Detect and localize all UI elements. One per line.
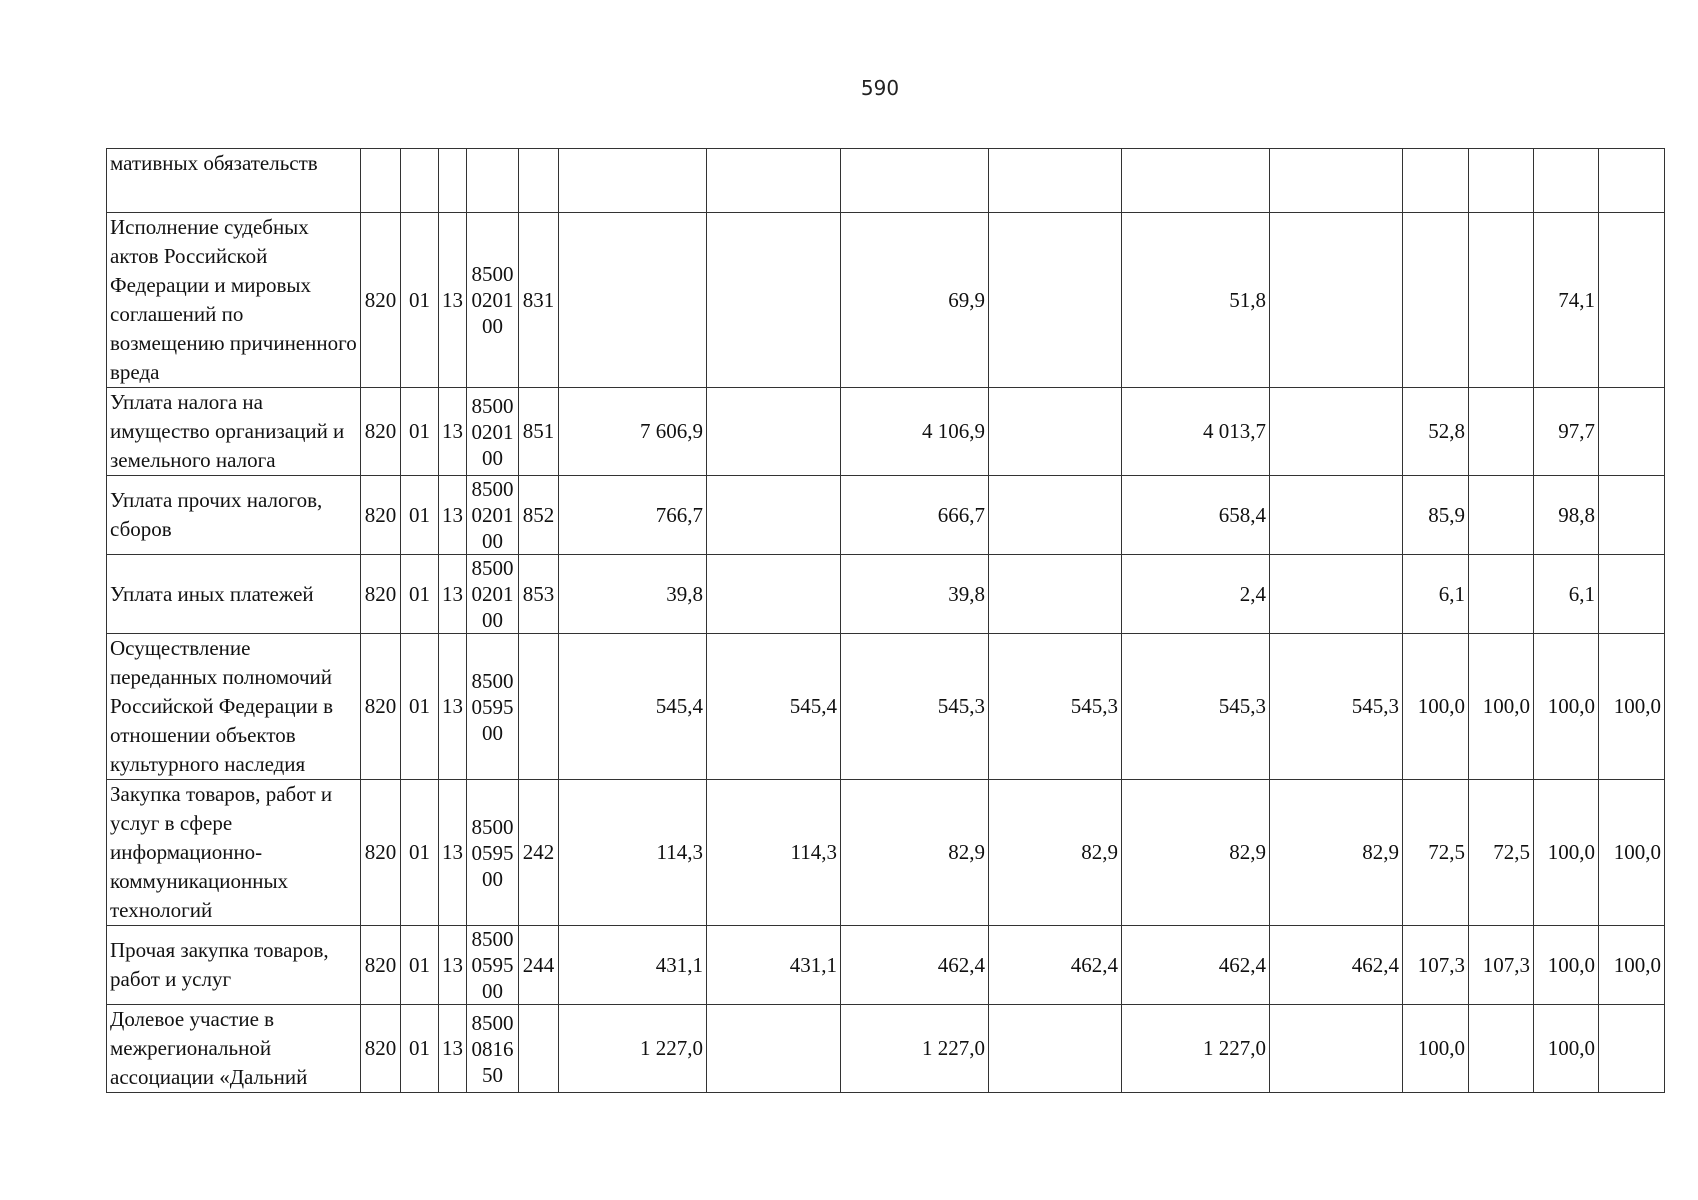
expense-name: Долевое участие в межрегиональной ассоциации «Дальний xyxy=(107,1005,361,1093)
amount-1: 766,7 xyxy=(559,476,707,555)
percent-2 xyxy=(1469,555,1534,634)
target-article-code-part: 0595 xyxy=(471,953,514,977)
amount-4 xyxy=(989,213,1122,388)
percent-3: 98,8 xyxy=(1534,476,1599,555)
amount-5: 51,8 xyxy=(1122,213,1270,388)
grbs-code: 820 xyxy=(361,476,401,555)
subsection-code: 13 xyxy=(439,213,467,388)
target-article-code xyxy=(467,780,519,926)
amount-2 xyxy=(707,476,841,555)
amount-5: 4 013,7 xyxy=(1122,388,1270,476)
amount-3: 666,7 xyxy=(841,476,989,555)
target-article-code-part: 00 xyxy=(482,608,503,632)
amount-3: 545,3 xyxy=(841,634,989,780)
expense-name: Закупка товаров, работ и услуг в сфере информационно-коммуникационных технологий xyxy=(107,780,361,926)
percent-4 xyxy=(1599,213,1665,388)
table-row xyxy=(107,780,1665,926)
expense-name: Прочая закупка товаров, работ и услуг xyxy=(107,926,361,1005)
amount-3: 69,9 xyxy=(841,213,989,388)
percent-4 xyxy=(1599,388,1665,476)
target-article-code-part: 00 xyxy=(482,445,503,470)
target-article-code xyxy=(467,926,519,1005)
grbs-code: 820 xyxy=(361,388,401,476)
percent-2 xyxy=(1469,476,1534,555)
section-code: 01 xyxy=(401,555,439,634)
percent-3: 100,0 xyxy=(1534,634,1599,780)
subsection-code: 13 xyxy=(439,926,467,1005)
percent-4 xyxy=(1599,1005,1665,1093)
target-article-code-part: 8500 xyxy=(471,262,514,286)
amount-2 xyxy=(707,555,841,634)
target-article-code-part: 8500 xyxy=(471,927,514,951)
expense-name: мативных обязательств xyxy=(107,149,361,213)
target-article-code-part: 0201 xyxy=(471,582,514,606)
amount-2: 431,1 xyxy=(707,926,841,1005)
target-article-code xyxy=(467,476,519,555)
target-article-code xyxy=(467,634,519,780)
grbs-code: 820 xyxy=(361,634,401,780)
percent-2 xyxy=(1469,388,1534,476)
target-article-code-part: 00 xyxy=(482,529,503,553)
expense-type-code: 242 xyxy=(519,780,559,926)
percent-4 xyxy=(1599,555,1665,634)
amount-6 xyxy=(1270,476,1403,555)
section-code: 01 xyxy=(401,1005,439,1093)
amount-1: 114,3 xyxy=(559,780,707,926)
subsection-code: 13 xyxy=(439,634,467,780)
percent-4 xyxy=(1599,476,1665,555)
percent-1: 85,9 xyxy=(1403,476,1469,555)
amount-4: 462,4 xyxy=(989,926,1122,1005)
expense-type-code xyxy=(519,1005,559,1093)
table-row xyxy=(107,388,1665,476)
amount-6 xyxy=(1270,1005,1403,1093)
percent-1: 107,3 xyxy=(1403,926,1469,1005)
section-code: 01 xyxy=(401,213,439,388)
section-code xyxy=(401,149,439,213)
section-code: 01 xyxy=(401,780,439,926)
amount-5: 462,4 xyxy=(1122,926,1270,1005)
amount-1: 1 227,0 xyxy=(559,1005,707,1093)
percent-4 xyxy=(1599,149,1665,213)
subsection-code: 13 xyxy=(439,555,467,634)
percent-1: 6,1 xyxy=(1403,555,1469,634)
amount-3 xyxy=(841,149,989,213)
amount-1: 431,1 xyxy=(559,926,707,1005)
amount-6 xyxy=(1270,149,1403,213)
target-article-code xyxy=(467,213,519,388)
target-article-code-part: 0816 xyxy=(471,1036,514,1061)
subsection-code: 13 xyxy=(439,388,467,476)
amount-2 xyxy=(707,213,841,388)
amount-2: 114,3 xyxy=(707,780,841,926)
expense-name: Уплата иных платежей xyxy=(107,555,361,634)
target-article-code-part: 0595 xyxy=(471,694,514,719)
target-article-code-part: 8500 xyxy=(471,814,514,839)
percent-3: 100,0 xyxy=(1534,1005,1599,1093)
target-article-code xyxy=(467,149,519,213)
table-row xyxy=(107,926,1665,1005)
amount-4: 545,3 xyxy=(989,634,1122,780)
subsection-code: 13 xyxy=(439,1005,467,1093)
amount-3: 4 106,9 xyxy=(841,388,989,476)
expense-type-code xyxy=(519,634,559,780)
percent-2: 72,5 xyxy=(1469,780,1534,926)
expense-type-code: 851 xyxy=(519,388,559,476)
expense-name: Осуществление переданных полномочий Российской Федерации в отношении объектов культурного наследия xyxy=(107,634,361,780)
grbs-code: 820 xyxy=(361,1005,401,1093)
amount-1: 7 606,9 xyxy=(559,388,707,476)
subsection-code: 13 xyxy=(439,476,467,555)
percent-2: 100,0 xyxy=(1469,634,1534,780)
grbs-code xyxy=(361,149,401,213)
target-article-code-part: 8500 xyxy=(471,668,514,693)
expense-type-code: 244 xyxy=(519,926,559,1005)
percent-1 xyxy=(1403,213,1469,388)
amount-6 xyxy=(1270,555,1403,634)
amount-2 xyxy=(707,149,841,213)
amount-1: 39,8 xyxy=(559,555,707,634)
percent-2 xyxy=(1469,213,1534,388)
target-article-code-part: 8500 xyxy=(471,477,514,501)
budget-table xyxy=(106,148,1665,1093)
percent-1: 100,0 xyxy=(1403,1005,1469,1093)
amount-6: 462,4 xyxy=(1270,926,1403,1005)
percent-1: 72,5 xyxy=(1403,780,1469,926)
percent-1: 100,0 xyxy=(1403,634,1469,780)
target-article-code-part: 0201 xyxy=(471,503,514,527)
amount-6: 545,3 xyxy=(1270,634,1403,780)
amount-1: 545,4 xyxy=(559,634,707,780)
target-article-code-part: 8500 xyxy=(471,556,514,580)
target-article-code-part: 0201 xyxy=(471,419,514,444)
amount-3: 462,4 xyxy=(841,926,989,1005)
percent-3: 97,7 xyxy=(1534,388,1599,476)
section-code: 01 xyxy=(401,476,439,555)
amount-3: 39,8 xyxy=(841,555,989,634)
amount-5: 82,9 xyxy=(1122,780,1270,926)
amount-6 xyxy=(1270,388,1403,476)
amount-1 xyxy=(559,149,707,213)
amount-6: 82,9 xyxy=(1270,780,1403,926)
table-row xyxy=(107,149,1665,213)
section-code: 01 xyxy=(401,634,439,780)
amount-6 xyxy=(1270,213,1403,388)
percent-4: 100,0 xyxy=(1599,926,1665,1005)
amount-4: 82,9 xyxy=(989,780,1122,926)
expense-name: Уплата прочих налогов, сборов xyxy=(107,476,361,555)
target-article-code xyxy=(467,388,519,476)
amount-2 xyxy=(707,388,841,476)
amount-5: 658,4 xyxy=(1122,476,1270,555)
amount-4 xyxy=(989,1005,1122,1093)
amount-1 xyxy=(559,213,707,388)
table-row xyxy=(107,634,1665,780)
percent-3: 100,0 xyxy=(1534,780,1599,926)
amount-4 xyxy=(989,149,1122,213)
percent-4: 100,0 xyxy=(1599,780,1665,926)
target-article-code xyxy=(467,555,519,634)
percent-2 xyxy=(1469,1005,1534,1093)
target-article-code-part: 00 xyxy=(482,979,503,1003)
table-row xyxy=(107,1005,1665,1093)
expense-name: Уплата налога на имущество организаций и земельного налога xyxy=(107,388,361,476)
amount-4 xyxy=(989,476,1122,555)
expense-type-code xyxy=(519,149,559,213)
grbs-code: 820 xyxy=(361,213,401,388)
expense-type-code: 853 xyxy=(519,555,559,634)
percent-3 xyxy=(1534,149,1599,213)
amount-5: 545,3 xyxy=(1122,634,1270,780)
target-article-code-part: 00 xyxy=(482,866,503,891)
target-article-code-part: 50 xyxy=(482,1062,503,1087)
target-article-code-part: 00 xyxy=(482,720,503,745)
grbs-code: 820 xyxy=(361,780,401,926)
target-article-code-part: 0201 xyxy=(471,288,514,312)
table-row xyxy=(107,476,1665,555)
target-article-code-part: 8500 xyxy=(471,1010,514,1035)
table-row xyxy=(107,213,1665,388)
target-article-code-part: 8500 xyxy=(471,393,514,418)
target-article-code-part: 00 xyxy=(482,314,503,338)
amount-2 xyxy=(707,1005,841,1093)
percent-3: 100,0 xyxy=(1534,926,1599,1005)
percent-2 xyxy=(1469,149,1534,213)
expense-name: Исполнение судебных актов Российской Федерации и мировых соглашений по возмещению причиненного вреда xyxy=(107,213,361,388)
grbs-code: 820 xyxy=(361,926,401,1005)
percent-3: 6,1 xyxy=(1534,555,1599,634)
percent-2: 107,3 xyxy=(1469,926,1534,1005)
amount-5: 2,4 xyxy=(1122,555,1270,634)
amount-4 xyxy=(989,555,1122,634)
subsection-code xyxy=(439,149,467,213)
expense-type-code: 852 xyxy=(519,476,559,555)
amount-3: 1 227,0 xyxy=(841,1005,989,1093)
percent-3: 74,1 xyxy=(1534,213,1599,388)
target-article-code xyxy=(467,1005,519,1093)
amount-5 xyxy=(1122,149,1270,213)
table-row xyxy=(107,555,1665,634)
amount-5: 1 227,0 xyxy=(1122,1005,1270,1093)
amount-3: 82,9 xyxy=(841,780,989,926)
amount-2: 545,4 xyxy=(707,634,841,780)
percent-1 xyxy=(1403,149,1469,213)
target-article-code-part: 0595 xyxy=(471,840,514,865)
subsection-code: 13 xyxy=(439,780,467,926)
grbs-code: 820 xyxy=(361,555,401,634)
percent-1: 52,8 xyxy=(1403,388,1469,476)
amount-4 xyxy=(989,388,1122,476)
expense-type-code: 831 xyxy=(519,213,559,388)
percent-4: 100,0 xyxy=(1599,634,1665,780)
page-number: 590 xyxy=(860,76,900,100)
section-code: 01 xyxy=(401,388,439,476)
section-code: 01 xyxy=(401,926,439,1005)
